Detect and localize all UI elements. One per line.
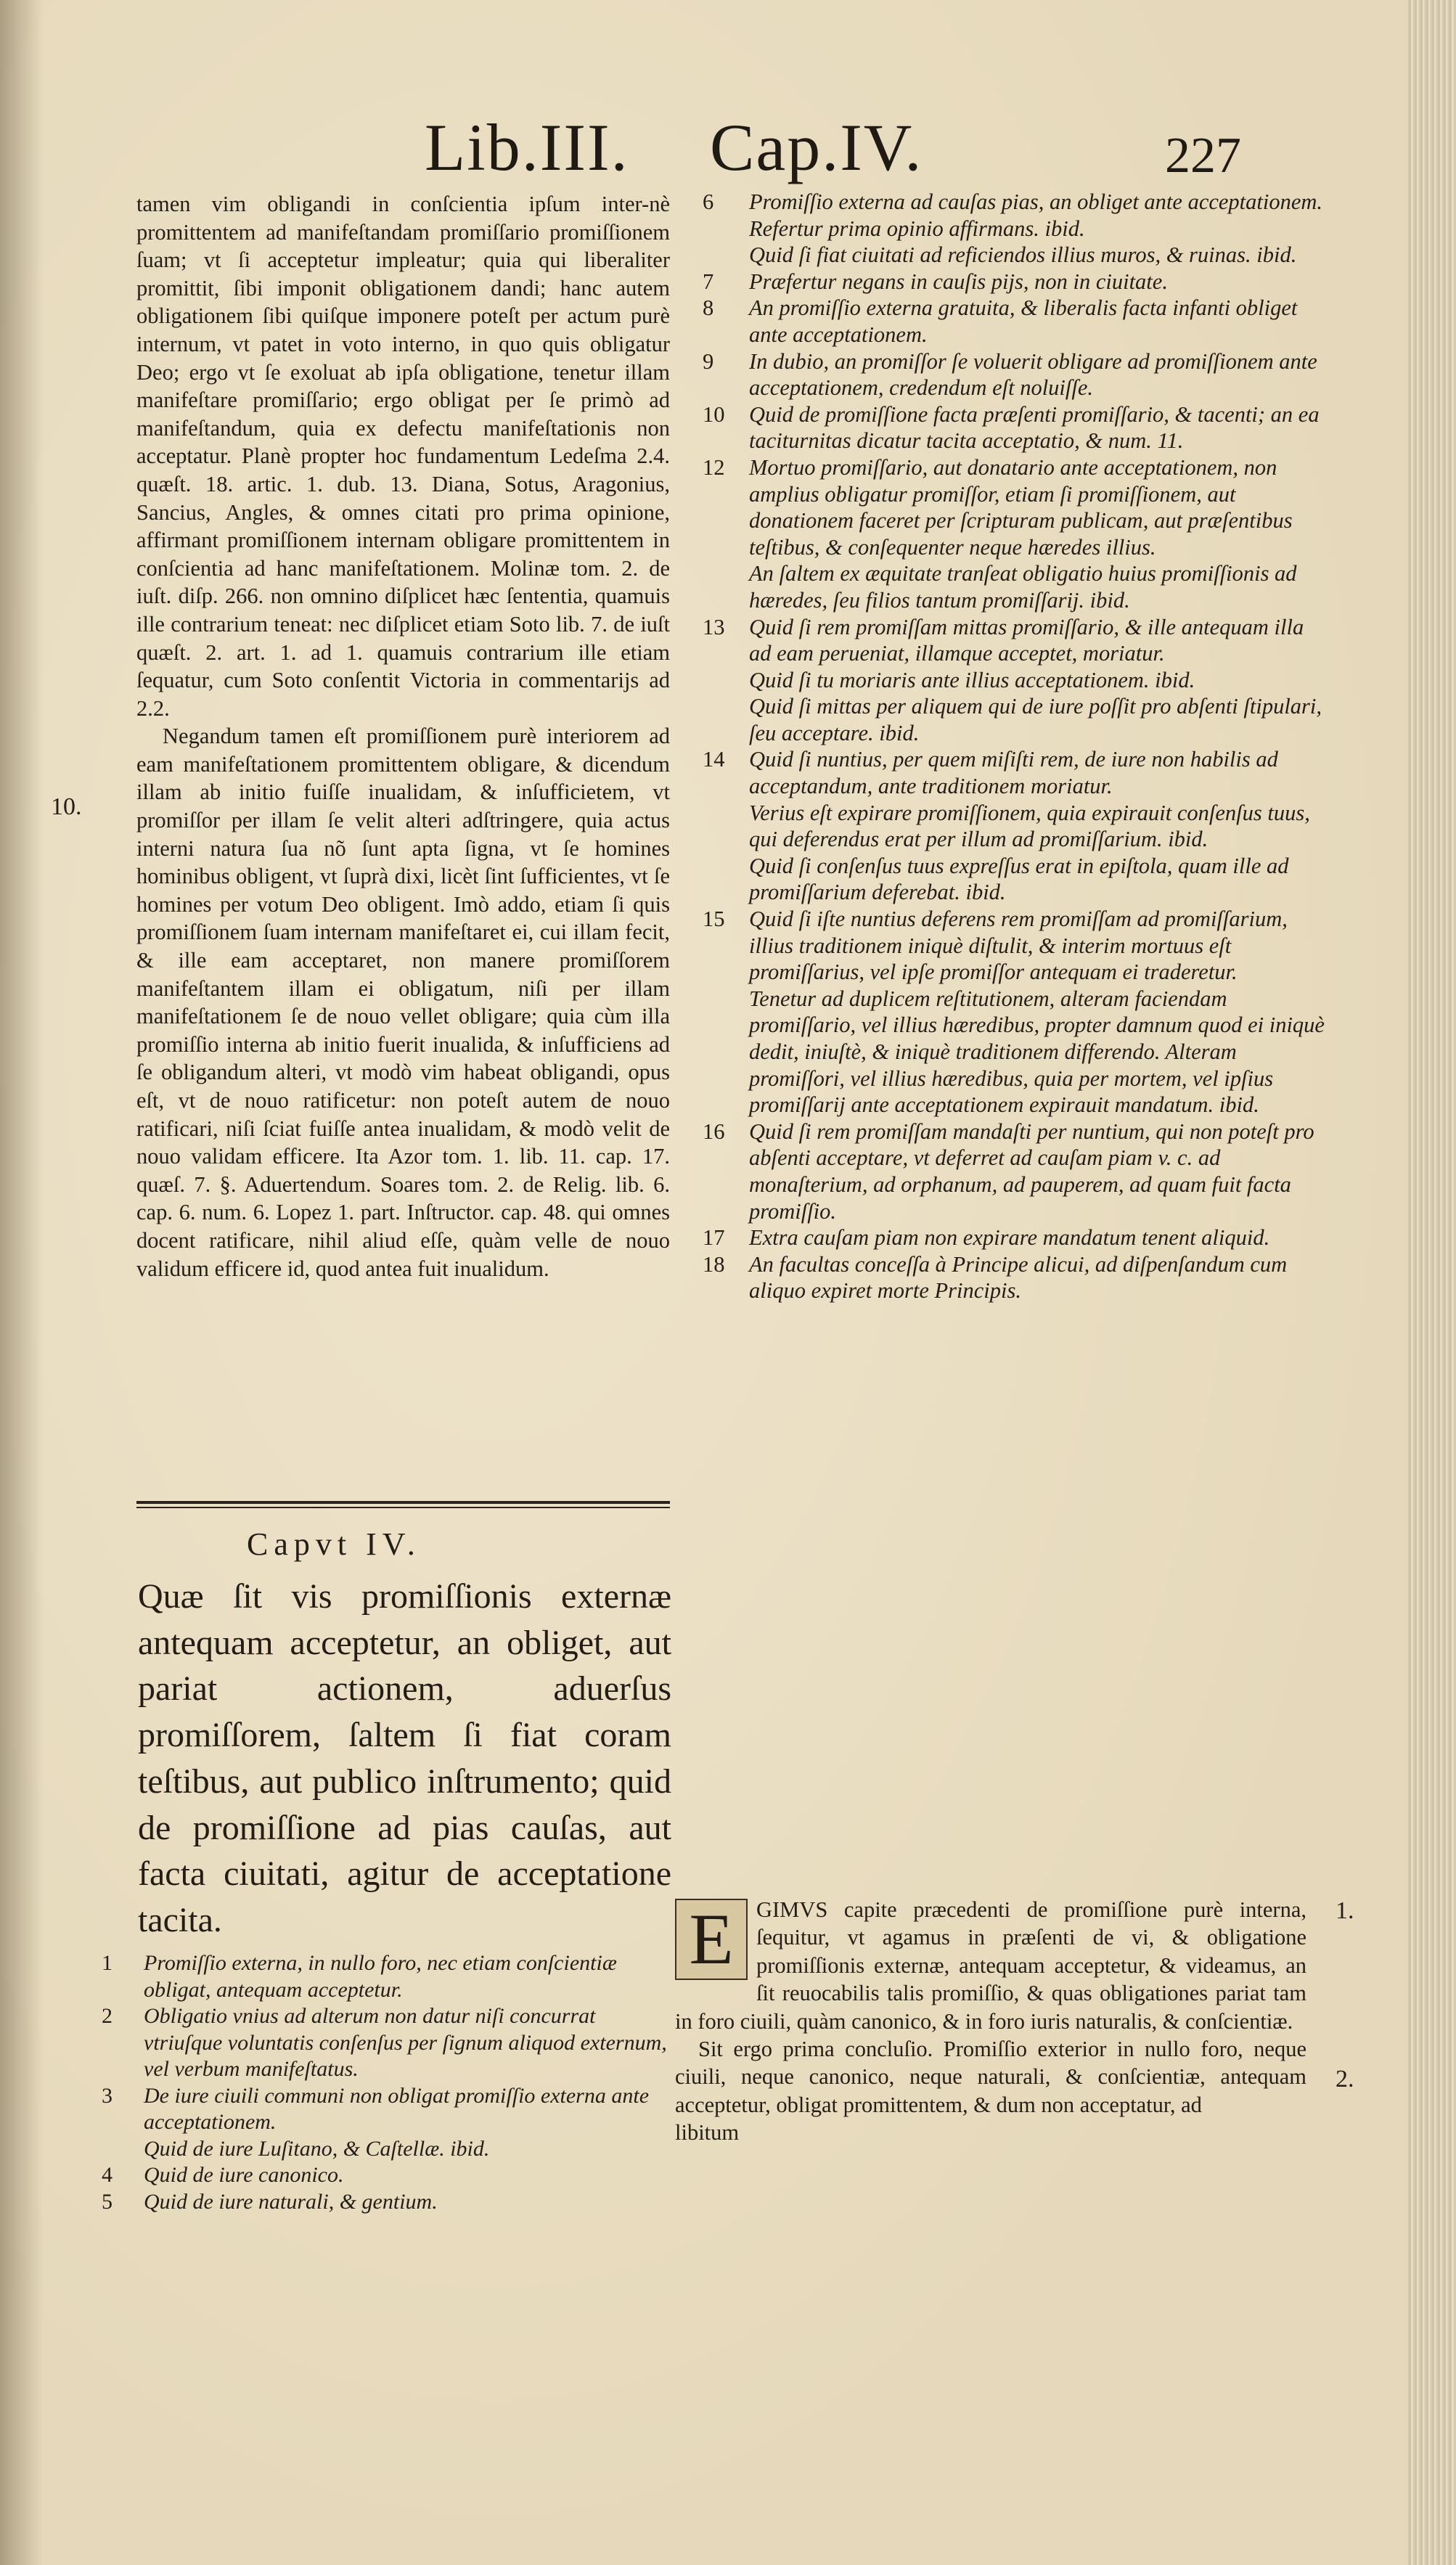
right-body-paragraph-2: Sit ergo prima concluſio. Promiſſio exterior in nullo foro, neque ciuili, neque canonico, neque naturali, & conſcientiæ, antequam acceptetur, obligat promittentem, & dum non acceptatur, ad [675, 2037, 1306, 2117]
summary-item [703, 800, 1327, 853]
summary-item [703, 746, 1327, 799]
summary-list-right [703, 189, 1327, 1304]
summary-item-text: Quid ſi tu moriaris ante illius acceptationem. ibid. [749, 667, 1195, 692]
summary-item [102, 2189, 675, 2216]
margin-number-2: 2. [1336, 2066, 1354, 2092]
summary-item-number: 7 [703, 269, 714, 294]
margin-number-10: 10. [51, 793, 82, 820]
running-head-chapter: Cap.IV. [710, 110, 923, 184]
summary-item [703, 401, 1327, 454]
summary-item-text: Quid de iure canonico. [144, 2163, 344, 2187]
running-head-book: Lib.III. [425, 110, 629, 184]
summary-item-text: Obligatio vnius ad alterum non datur niſi concurrat vtriuſque voluntatis conſenſus per ſignum aliquod externum, vel verbum manifeſtatus. [144, 2004, 667, 2081]
page-edges [1408, 0, 1456, 2565]
summary-item [703, 454, 1327, 560]
summary-item-text: Quid ſi rem promiſſam mittas promiſſario, & ille antequam illa ad eam perueniat, illamque acceptet, moriatur. [749, 614, 1304, 666]
right-column-body [675, 1896, 1306, 2147]
summary-item-text: Mortuo promiſſario, aut donatario ante acceptationem, non amplius obligatur promiſſor, etiam ſi promiſſionem, aut donationem faceret per ſcripturam publicam, aut præſentibus teſtibus, & conſequenter neque hæredes illius. [749, 454, 1293, 560]
summary-item-text: Quid ſi fiat ciuitati ad reficiendos illius muros, & ruinas. ibid. [749, 242, 1297, 268]
summary-item-number: 18 [703, 1251, 725, 1277]
summary-item [102, 2083, 675, 2136]
summary-item-number: 1 [102, 1951, 113, 1975]
summary-item [102, 1950, 675, 2003]
left-paragraph-2: Negandum tamen eſt promiſſionem purè interiorem ad eam manifeſtationem promittentem obligare, & dicendum illam ab initio fuiſſe inualidam, & inſufficietem, vt promiſſor per illam ſe velit alteri adſtringere, quia actus interni natura ſua nõ ſunt apta ſigna, vt ſe homines hominibus obligent, vt ſuprà dixi, licèt ſint ſufficientes, vt ſe homines per votum Deo obligent. Imò addo, etiam ſi quis promiſſionem ſuam internam manifeſtaret ei, cui illam fecit, & ille eam acceptaret, non manere promiſſorem manifeſtantem illam ei obligatum, niſi per illam manifeſtationem ſe de nouo vellet obligare; quia cùm illa promiſſio interna ab initio fuerit inualida, & inſufficiens ad ſe obligandum alteri, vt modò vim habeat obligandi, opus eſt, vt de nouo ratificetur: non poteſt autem de nouo ratificari, niſi ſciat fuiſſe antea inualidam, & modò velit de nouo validam efficere. Ita Azor tom. 1. lib. 11. cap. 17. quæſ. 7. §. Aduertendum. Soares tom. 2. de Relig. lib. 6. cap. 6. num. 6. Lopez 1. part. Inſtructor. cap. 48. qui omnes docent ratificare, nihil aliud eſſe, quàm velle de nouo validum efficere id, quod antea fuit inualidum. [136, 724, 670, 1281]
summary-item-text: Quid ſi iſte nuntius deferens rem promiſſam ad promiſſarium, illius traditionem iniquè diſtulit, & interim mortuus eſt promiſſarius, vel ipſe promiſſor antequam ei traderetur. [749, 907, 1288, 985]
summary-item [703, 216, 1327, 242]
summary-item-text: An ſaltem ex æquitate tranſeat obligatio huius promiſſionis ad hæredes, ſeu filios tantum promiſſarij. ibid. [749, 561, 1297, 613]
summary-item-text: De iure ciuili communi non obligat promiſſio externa ante acceptationem. [144, 2083, 650, 2134]
left-paragraph-1: tamen vim obligandi in conſcientia ipſum inter-nè promittentem ad manifeſtandam promiſſario promiſſionem ſuam; vt ſi acceptetur impleatur; quia qui liberaliter promittit, ſibi imponit obligationem dandi; hanc autem obligationem ſibi quiſque imponere poteſt per actum purè internum, vt patet in voto interno, in quo quis obligatur Deo; ergo vt ſe exoluat ab ipſa obligatione, tenetur illam manifeſtare promiſſario; ergo obligat per ſe primò ad manifeſtandum, quia ex defectu manifeſtationis non acceptatur. Planè propter hoc fundamentum Ledeſma 2.4. quæſt. 18. artic. 1. dub. 13. Diana, Sotus, Aragonius, Sancius, Angles, & omnes citati pro prima opinione, affirmant promiſſionem internam obligare promittentem in conſcientia ad hanc manifeſtationem. Molinæ tom. 2. de iuſt. diſp. 266. non omnino diſplicet hæc ſententia, quamuis ille contrarium teneat: nec diſplicet etiam Soto lib. 7. de iuſt quæſt. 2. art. 1. ad 1. quamuis contrarium ille etiam ſequatur, cum Soto conſentit Victoria in commentarijs ad 2.2. [136, 192, 670, 721]
page-number: 227 [1165, 128, 1241, 184]
summary-item-number: 6 [703, 189, 714, 214]
summary-item [703, 189, 1327, 216]
rule-thin-line [136, 1507, 670, 1508]
summary-item-text: An facultas conceſſa à Principe alicui, ad diſpenſandum cum aliquo expiret morte Principis. [749, 1251, 1288, 1304]
summary-item-text: Promiſſio externa, in nullo foro, nec etiam conſcientiæ obligat, antequam acceptetur. [144, 1951, 617, 2002]
summary-item [102, 2003, 675, 2083]
summary-item-text: Refertur prima opinio affirmans. ibid. [749, 216, 1085, 241]
summary-list-left [102, 1950, 675, 2215]
gutter-shadow [0, 0, 44, 2565]
summary-item-text: Quid ſi nuntius, per quem miſiſti rem, de iure non habilis ad acceptandum, ante traditionem moriatur. [749, 747, 1278, 799]
summary-item [703, 693, 1327, 746]
summary-item [703, 1251, 1327, 1304]
summary-item-number: 13 [703, 614, 725, 639]
summary-item [102, 2162, 675, 2189]
summary-item-number: 14 [703, 747, 725, 772]
summary-item-text: Quid ſi conſenſus tuus expreſſus erat in epiſtola, quam ille ad promiſſarium deferebat. ibid. [749, 853, 1289, 905]
summary-item [703, 667, 1327, 694]
left-column-text [136, 190, 670, 1282]
summary-item-text: Promiſſio externa ad cauſas pias, an obliget ante acceptationem. [749, 189, 1323, 214]
summary-item [102, 2136, 675, 2163]
summary-item-number: 8 [703, 295, 714, 321]
summary-item-text: Tenetur ad duplicem reſtitutionem, alteram faciendam promiſſario, vel illius hæredibus, propter damnum quod ei iniquè dedit, iniuſtè, & iniquè traditionem differendo. Alteram promiſſori, vel illius hæredibus, quia per mortem, vel ipſius promiſſarij ante acceptationem expirauit mandatum. ibid. [749, 986, 1325, 1118]
summary-item [703, 295, 1327, 348]
summary-item [703, 1118, 1327, 1224]
summary-item-number: 5 [102, 2189, 113, 2214]
summary-item-number: 15 [703, 907, 725, 932]
summary-item [703, 614, 1327, 667]
summary-item [703, 1224, 1327, 1251]
margin-number-1: 1. [1336, 1897, 1354, 1924]
chapter-summary: Quæ ſit vis promiſſionis externæ antequam acceptetur, an obliget, aut pariat actionem, aduerſus promiſſorem, ſaltem ſi fiat coram teſtibus, aut publico inſtrumento; quid de promiſſione ad pias cauſas, aut facta ciuitati, agitur de acceptatione tacita. [138, 1577, 671, 1939]
summary-item-text: Præfertur negans in cauſis pijs, non in ciuitate. [749, 269, 1168, 294]
summary-item-number: 10 [703, 401, 725, 427]
summary-item-number: 16 [703, 1118, 725, 1144]
summary-item [703, 906, 1327, 986]
summary-item-text: Quid de promiſſione facta præſenti promiſſario, & tacenti; an ea taciturnitas dicatur tacita acceptatio, & num. 11. [749, 401, 1320, 454]
summary-item-text: An promiſſio externa gratuita, & liberalis facta infanti obliget ante acceptationem. [749, 295, 1298, 347]
summary-item-text: Quid ſi rem promiſſam mandaſti per nuntium, qui non poteſt pro abſenti acceptare, vt deferret ad cauſam piam v. c. ad monaſterium, ad orphanum, ad pauperem, ad quam fuit facta promiſſio. [749, 1118, 1314, 1224]
drop-capital: E [675, 1899, 748, 1980]
summary-item-number: 2 [102, 2004, 113, 2028]
catchword: libitum [675, 2120, 740, 2145]
summary-item-text: Quid de iure naturali, & gentium. [144, 2189, 438, 2214]
summary-item [703, 986, 1327, 1118]
summary-item-text: Verius eſt expirare promiſſionem, quia expirauit conſenſus tuus, qui deferendus erat per illum ad promiſſarium. ibid. [749, 800, 1310, 852]
section-rule [136, 1501, 670, 1508]
summary-item-text: In dubio, an promiſſor ſe voluerit obligare ad promiſſionem ante acceptationem, credendum eſt noluiſſe. [749, 348, 1317, 401]
summary-item [703, 560, 1327, 613]
summary-item-number: 3 [102, 2083, 113, 2108]
rule-thick-line [136, 1501, 670, 1504]
chapter-title: Capvt IV. [247, 1526, 421, 1562]
summary-item [703, 853, 1327, 906]
summary-item [703, 242, 1327, 269]
summary-item-number: 12 [703, 454, 725, 480]
summary-item-text: Extra cauſam piam non expirare mandatum tenent aliquid. [749, 1225, 1270, 1251]
summary-item-text: Quid de iure Luſitano, & Caſtellæ. ibid. [144, 2136, 490, 2161]
summary-item-text: Quid ſi mittas per aliquem qui de iure poſſit pro abſenti ſtipulari, ſeu acceptare. ibid. [749, 694, 1322, 745]
summary-item-number: 9 [703, 348, 714, 374]
right-body-paragraph-1: GIMVS capite præcedenti de promiſſione purè interna, ſequitur, vt agamus in præſenti de vi, & obligatione promiſſionis externæ, antequam acceptetur, & videamus, an ſit reuocabilis talis promiſſio, & quas obligationes pariat tam in foro ciuili, quàm canonico, & in foro iuris naturalis, & conſcientiæ. [675, 1897, 1306, 2034]
summary-item [703, 348, 1327, 401]
summary-item-number: 4 [102, 2163, 113, 2187]
summary-item [703, 269, 1327, 295]
summary-item-number: 17 [703, 1225, 725, 1251]
